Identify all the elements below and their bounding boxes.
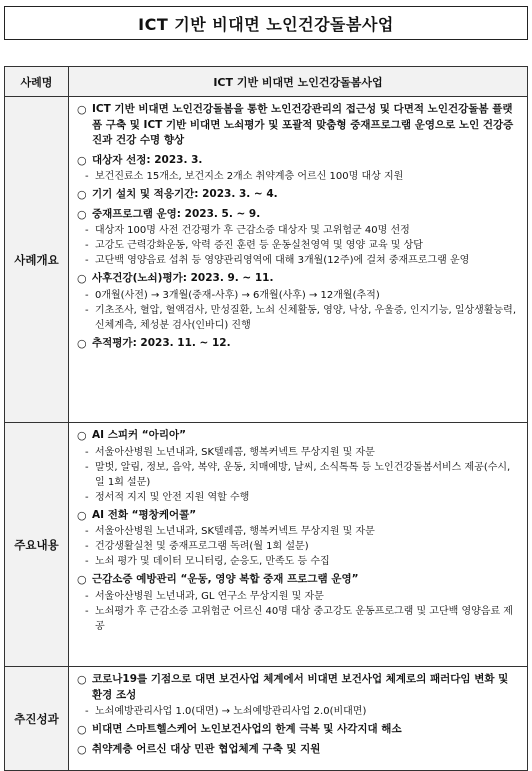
circle-bullet-icon: ○	[77, 103, 87, 116]
bullet-item	[77, 722, 519, 738]
section-label: 주요내용	[5, 423, 69, 667]
sub-item	[77, 704, 519, 719]
sub-item-text: 서울아산병원 노년내과, SK텔레콤, 행복커넥트 무상지원 및 자문	[95, 446, 375, 458]
sub-item-text: 보건진료소 15개소, 보건지소 2개소 취약계층 어르신 100명 대상 지원	[95, 171, 404, 182]
sub-item-text: 기초조사, 혈압, 혈액검사, 만성질환, 노쇠 신체활동, 영양, 낙상, 우울증, 인지기능, 일상생활능력, 신체계측, 체성분 검사(인바디) 진행	[95, 304, 516, 331]
dash-bullet-icon: -	[85, 605, 89, 617]
sub-item-text: 서울아산병원 노년내과, SK텔레콤, 행복커넥트 무상지원 및 자문	[95, 526, 375, 537]
bullet-item	[77, 187, 519, 203]
item-spacer	[77, 758, 519, 761]
bullet-item	[77, 336, 519, 352]
bullet-item-text: 취약계층 어르신 대상 민관 협업체계 구축 및 지원	[92, 742, 321, 755]
bullet-item-text: AI 스피커 “아리아”	[92, 429, 187, 441]
bullet-item-text: ICT 기반 비대면 노인건강돌봄을 통한 노인건강관리의 접근성 및 다면적 노인건강돌봄 플랫폼 구축 및 ICT 기반 비대면 노쇠평가 및 포괄적 맞춤형 중재프로그램 운영으로 노인 건강증진과 건강 수명 향상	[92, 103, 514, 146]
circle-bullet-icon: ○	[77, 188, 87, 201]
sub-item-text: 고단백 영양음료 섭취 등 영양관리영역에 대해 3개월(12주)에 걸쳐 중재프로그램 운영	[95, 255, 470, 266]
bullet-item-text: 코로나19를 기점으로 대면 보건사업 체계에서 비대면 보건사업 체계로의 패러다임 변화 및 환경 조성	[92, 673, 509, 701]
bullet-item	[77, 508, 519, 524]
bullet-item	[77, 271, 519, 287]
bullet-item	[77, 102, 519, 149]
sub-item-text: 대상자 100명 사전 건강평가 후 근감소증 대상자 및 고위험군 40명 선정	[95, 225, 410, 236]
circle-bullet-icon: ○	[77, 336, 87, 350]
dash-bullet-icon: -	[85, 255, 89, 266]
table-header-row	[5, 67, 528, 97]
dash-bullet-icon: -	[85, 446, 89, 458]
section-row-results	[5, 667, 528, 771]
dash-bullet-icon: -	[85, 304, 89, 316]
circle-bullet-icon: ○	[77, 272, 87, 285]
dash-bullet-icon: -	[85, 225, 89, 236]
dash-bullet-icon: -	[85, 171, 89, 182]
sub-item	[77, 460, 519, 490]
section-content	[69, 423, 528, 667]
sub-item-text: 건강생활실천 및 중재프로그램 독려(월 1회 설문)	[95, 541, 309, 552]
circle-bullet-icon: ○	[77, 723, 87, 736]
sub-item-text: 노쇠평가 후 근감소증 고위험군 어르신 40명 대상 중고강도 운동프로그램 및 고단백 영양음료 제공	[95, 605, 513, 632]
document-title: ICT 기반 비대면 노인건강돌봄사업	[4, 6, 528, 40]
dash-bullet-icon: -	[85, 240, 89, 251]
item-spacer	[77, 352, 519, 355]
header-label: 사례명	[5, 67, 69, 97]
circle-bullet-icon: ○	[77, 573, 87, 586]
bullet-item-text: 근감소증 예방관리 “운동, 영양 복합 중재 프로그램 운영”	[92, 573, 359, 585]
dash-bullet-icon: -	[85, 541, 89, 552]
sub-item-text: 서울아산병원 노년내과, GL 연구소 무상지원 및 자문	[95, 590, 324, 602]
sub-item	[77, 445, 519, 460]
sub-item-text: 노쇠예방관리사업 1.0(대면) → 노쇠예방관리사업 2.0(비대면)	[95, 706, 367, 717]
dash-bullet-icon: -	[85, 461, 89, 473]
sub-item-text: 0개월(사전) → 3개월(중재-사후) → 6개월(사후) → 12개월(추적)	[95, 289, 380, 301]
sub-item	[77, 589, 519, 604]
section-row-main	[5, 423, 528, 667]
sub-item-text: 말벗, 알림, 정보, 음악, 복약, 운동, 치매예방, 날씨, 소식톡톡 등 노인건강돌봄서비스 제공(수시, 일 1회 설문)	[95, 461, 511, 488]
bullet-item-text: 중재프로그램 운영: 2023. 5. ~ 9.	[92, 207, 261, 220]
dash-bullet-icon: -	[85, 556, 89, 567]
bullet-item-text: AI 전화 “평창케어콜”	[92, 508, 197, 521]
dash-bullet-icon: -	[85, 289, 89, 301]
section-content	[69, 97, 528, 423]
section-row-overview	[5, 97, 528, 423]
sub-item-text: 노쇠 평가 및 데이터 모니터링, 순응도, 만족도 등 수집	[95, 556, 330, 567]
header-value: ICT 기반 비대면 노인건강돌봄사업	[69, 67, 528, 97]
bullet-item-text: 추적평가: 2023. 11. ~ 12.	[92, 336, 231, 349]
circle-bullet-icon: ○	[77, 673, 87, 686]
sub-item-text: 정서적 지지 및 안전 지원 역할 수행	[95, 491, 250, 503]
bullet-item	[77, 742, 519, 758]
dash-bullet-icon: -	[85, 590, 89, 602]
dash-bullet-icon: -	[85, 526, 89, 537]
bullet-item	[77, 572, 519, 588]
section-content	[69, 667, 528, 771]
sub-item	[77, 524, 519, 539]
circle-bullet-icon: ○	[77, 153, 87, 167]
sub-item	[77, 223, 519, 238]
sub-item	[77, 554, 519, 569]
circle-bullet-icon: ○	[77, 742, 87, 756]
section-label: 추진성과	[5, 667, 69, 771]
bullet-item	[77, 428, 519, 444]
sub-item	[77, 169, 519, 184]
sub-item	[77, 604, 519, 634]
sub-item	[77, 288, 519, 303]
bullet-item	[77, 153, 519, 169]
bullet-item-text: 비대면 스마트헬스케어 노인보건사업의 한계 극복 및 사각지대 해소	[92, 723, 402, 735]
sub-item	[77, 253, 519, 268]
bullet-item-text: 대상자 선정: 2023. 3.	[92, 153, 203, 166]
sub-item	[77, 490, 519, 505]
bullet-item-text: 사후건강(노쇠)평가: 2023. 9. ~ 11.	[92, 272, 274, 284]
dash-bullet-icon: -	[85, 491, 89, 503]
circle-bullet-icon: ○	[77, 207, 87, 221]
sub-item	[77, 539, 519, 554]
circle-bullet-icon: ○	[77, 429, 87, 442]
bullet-item	[77, 672, 519, 703]
sub-item-text: 고강도 근력강화운동, 악력 증진 훈련 등 운동실천영역 및 영양 교육 및 상담	[95, 240, 423, 251]
bullet-item-text: 기기 설치 및 적응기간: 2023. 3. ~ 4.	[92, 188, 278, 200]
case-table	[4, 66, 528, 771]
dash-bullet-icon: -	[85, 706, 89, 717]
bullet-item	[77, 207, 519, 223]
item-spacer	[77, 634, 519, 637]
sub-item	[77, 238, 519, 253]
sub-item	[77, 303, 519, 333]
section-label: 사례개요	[5, 97, 69, 423]
circle-bullet-icon: ○	[77, 508, 87, 522]
